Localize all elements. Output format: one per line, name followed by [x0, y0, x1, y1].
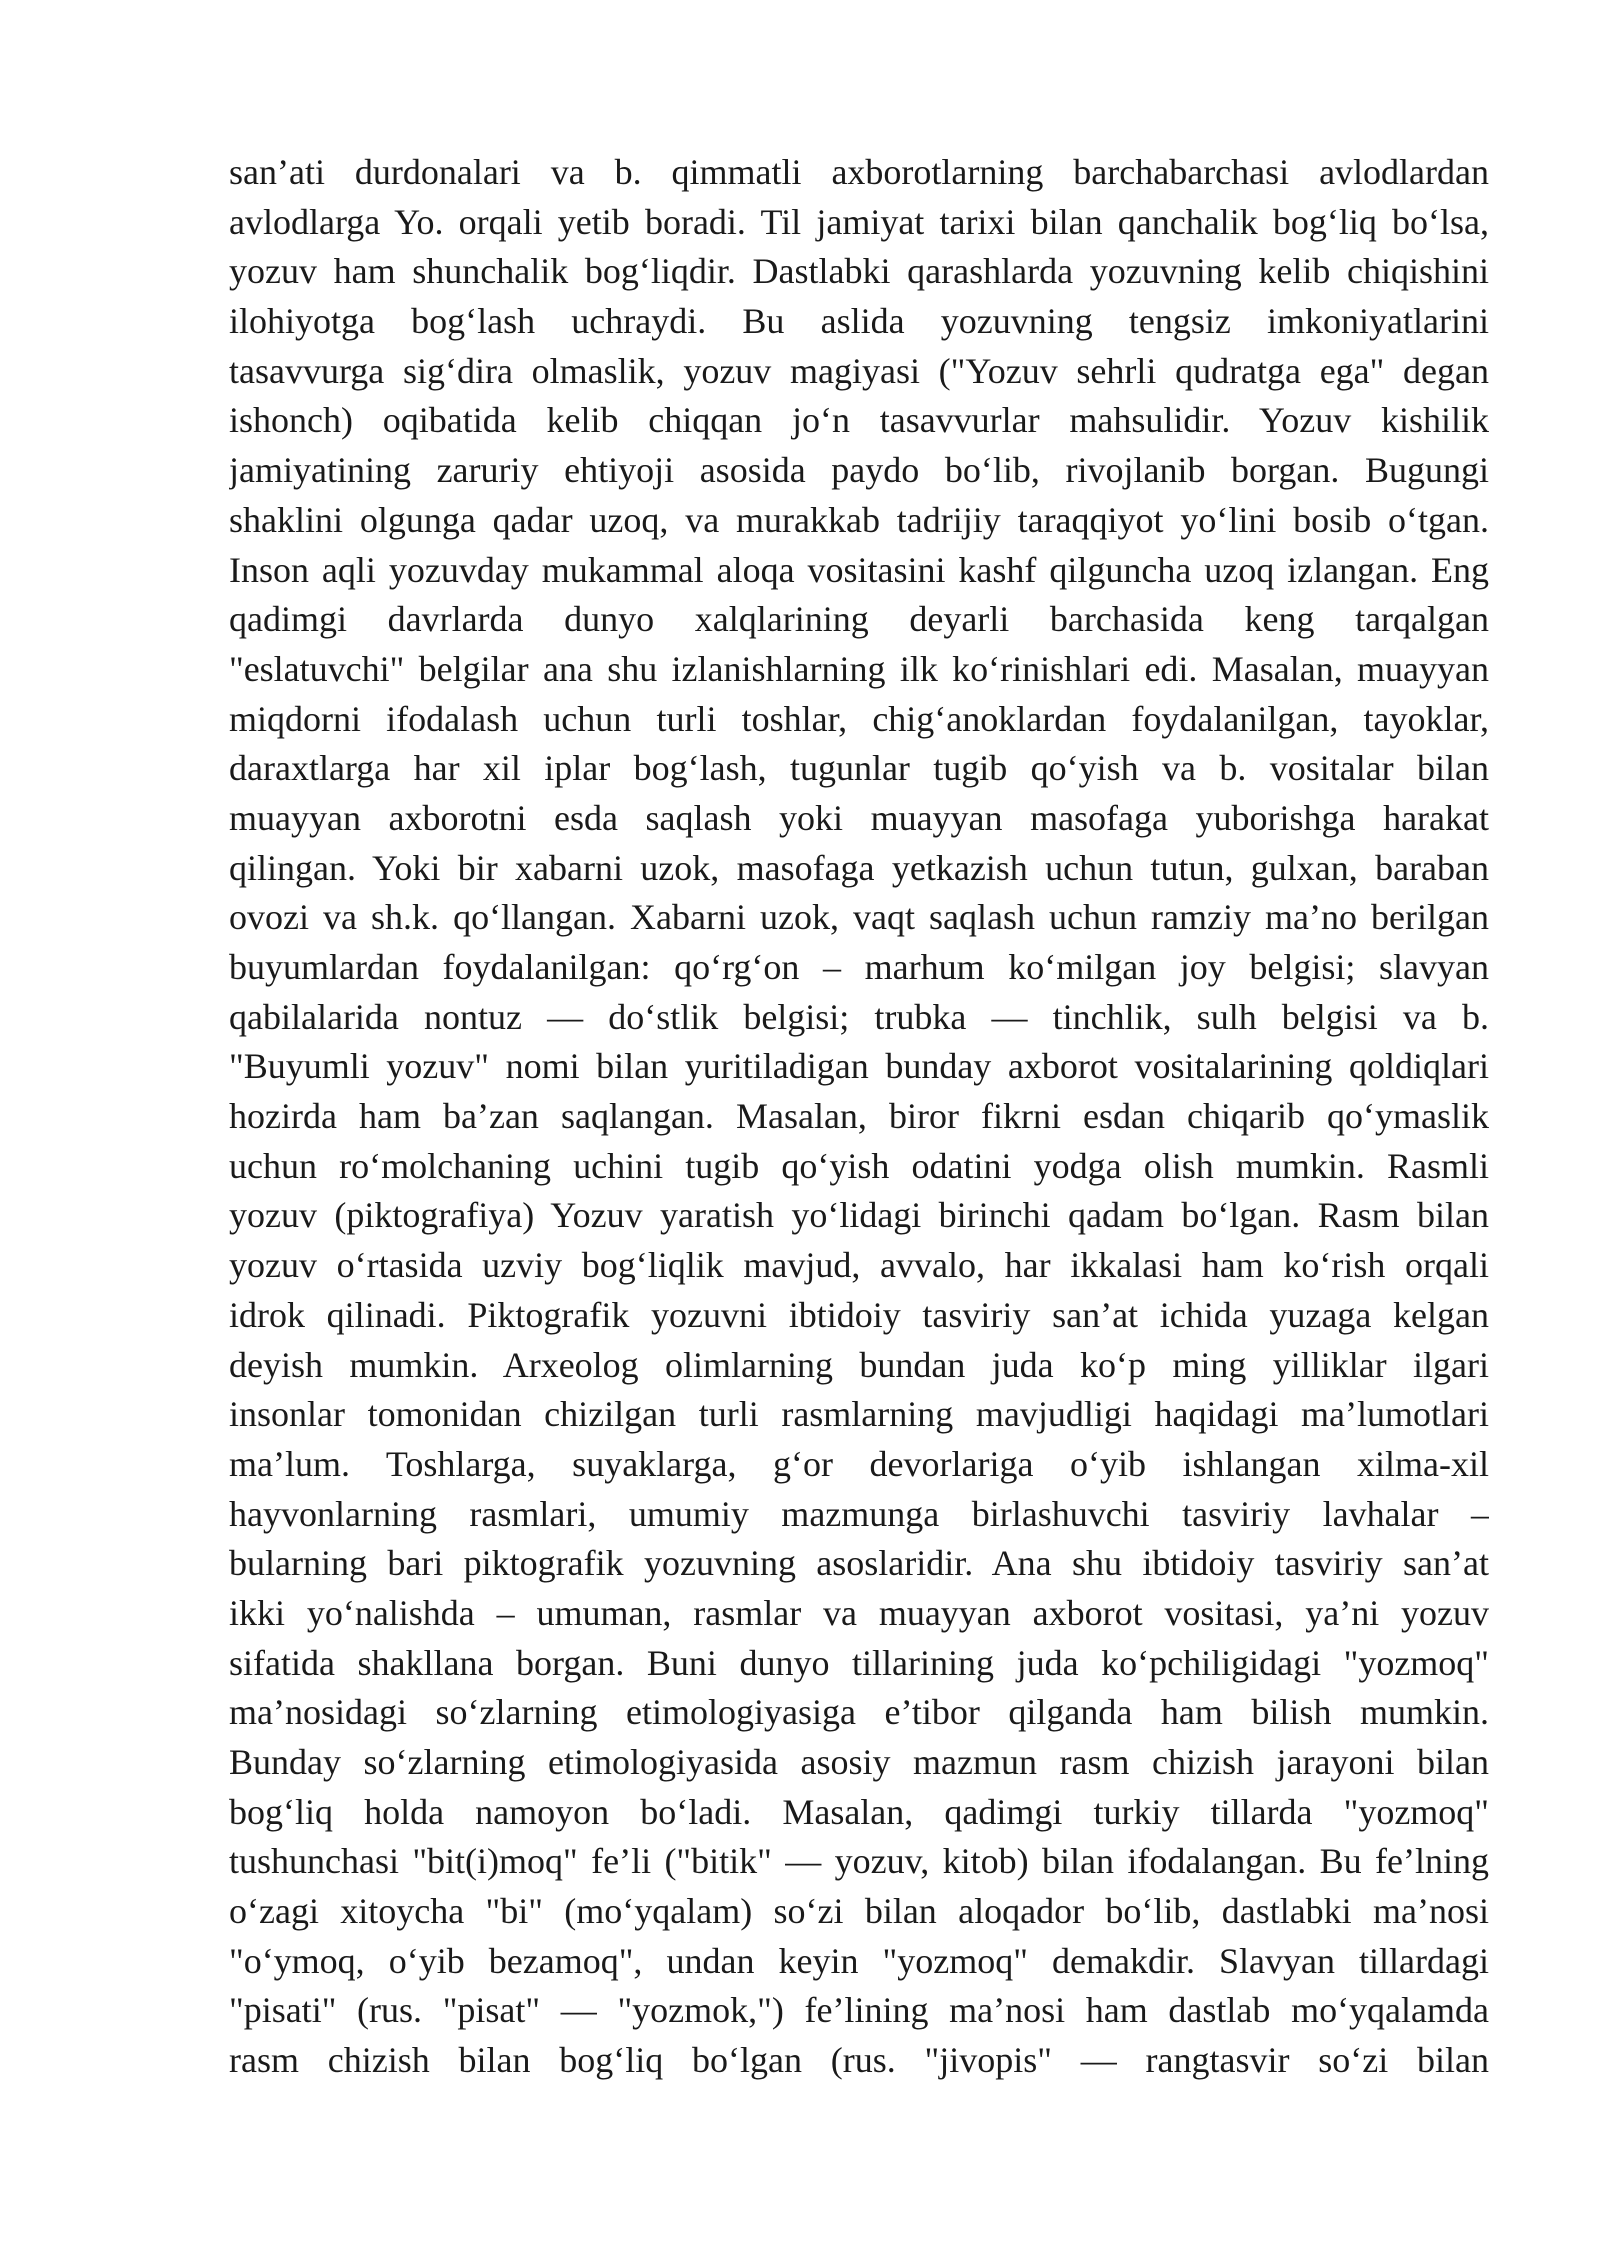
- text-line: hayvonlarning rasmlari, umumiy mazmunga birlashuvchi tasviriy lavhalar –: [229, 1493, 1489, 1534]
- text-line: qabilalarida nontuz — do‘stlik belgisi; trubka — tinchlik, sulh belgisi va b.: [229, 996, 1489, 1037]
- text-line: ilohiyotga bog‘lash uchraydi. Bu aslida yozuvning tengsiz imkoniyatlarini: [229, 301, 1489, 342]
- text-line: "eslatuvchi" belgilar ana shu izlanishlarning ilk ko‘rinishlari edi. Masalan, muayyan: [229, 648, 1489, 689]
- text-line: ma’lum. Toshlarga, suyaklarga, g‘or devorlariga o‘yib ishlangan xilma-xil: [229, 1443, 1489, 1484]
- text-line: jamiyatining zaruriy ehtiyoji asosida paydo bo‘lib, rivojlanib borgan. Bugungi: [229, 450, 1489, 491]
- text-line: uchun ro‘molchaning uchini tugib qo‘yish odatini yodga olish mumkin. Rasmli: [229, 1145, 1489, 1186]
- text-line: Bunday so‘zlarning etimologiyasida asosiy mazmun rasm chizish jarayoni bilan: [229, 1742, 1489, 1782]
- text-line: bog‘liq holda namoyon bo‘ladi. Masalan, qadimgi turkiy tillarda "yozmoq": [229, 1791, 1489, 1832]
- text-line: daraxtlarga har xil iplar bog‘lash, tugunlar tugib qo‘yish va b. vositalar bilan: [229, 748, 1489, 789]
- text-line: idrok qilinadi. Piktografik yozuvni ibtidoiy tasviriy san’at ichida yuzaga kelgan: [229, 1294, 1489, 1335]
- text-line: ovozi va sh.k. qo‘llangan. Xabarni uzok, vaqt saqlash uchun ramziy ma’no berilgan: [229, 897, 1489, 938]
- text-line: ishonch) oqibatida kelib chiqqan jo‘n tasavvurlar mahsulidir. Yozuv kishilik: [229, 400, 1489, 441]
- text-line: insonlar tomonidan chizilgan turli rasmlarning mavjudligi haqidagi ma’lumotlari: [229, 1394, 1489, 1435]
- text-line: Inson aqli yozuvday mukammal aloqa vositasini kashf qilguncha uzoq izlangan. Eng: [229, 549, 1489, 590]
- text-line: yozuv ham shunchalik bog‘liqdir. Dastlabki qarashlarda yozuvning kelib chiqishini: [229, 251, 1489, 292]
- text-line: ma’nosidagi so‘zlarning etimologiyasiga e’tibor qilganda ham bilish mumkin.: [229, 1692, 1489, 1733]
- text-line: tasavvurga sig‘dira olmaslik, yozuv magiyasi ("Yozuv sehrli qudratga ega" degan: [229, 350, 1489, 391]
- text-line: muayyan axborotni esda saqlash yoki muayyan masofaga yuborishga harakat: [229, 797, 1489, 838]
- text-line: qadimgi davrlarda dunyo xalqlarining deyarli barchasida keng tarqalgan: [229, 599, 1489, 640]
- text-line: o‘zagi xitoycha "bi" (mo‘yqalam) so‘zi bilan aloqador bo‘lib, dastlabki ma’nosi: [229, 1891, 1489, 1932]
- text-line: ikki yo‘nalishda – umuman, rasmlar va muayyan axborot vositasi, ya’ni yozuv: [229, 1592, 1489, 1633]
- document-page: [229, 148, 1489, 2086]
- text-line: yozuv o‘rtasida uzviy bog‘liqlik mavjud, avvalo, har ikkalasi ham ko‘rish orqali: [229, 1245, 1489, 1286]
- text-line: buyumlardan foydalanilgan: qo‘rg‘on – marhum ko‘milgan joy belgisi; slavyan: [229, 947, 1489, 987]
- text-line: avlodlarga Yo. orqali yetib boradi. Til jamiyat tarixi bilan qanchalik bog‘liq bo‘lsa,: [229, 201, 1489, 242]
- text-line: rasm chizish bilan bog‘liq bo‘lgan (rus. "jivopis" — rangtasvir so‘zi bilan: [229, 2040, 1489, 2081]
- text-line: tushunchasi "bit(i)moq" fe’li ("bitik" — yozuv, kitob) bilan ifodalangan. Bu fe’lning: [229, 1841, 1489, 1882]
- text-line: "Buyumli yozuv" nomi bilan yuritiladigan bunday axborot vositalarining qoldiqlari: [229, 1046, 1489, 1087]
- text-line: qilingan. Yoki bir xabarni uzok, masofaga yetkazish uchun tutun, gulxan, baraban: [229, 847, 1489, 888]
- text-line: shaklini olgunga qadar uzoq, va murakkab tadrijiy taraqqiyot yo‘lini bosib o‘tgan.: [229, 499, 1489, 540]
- text-line: "pisati" (rus. "pisat" — "yozmok,") fe’lining ma’nosi ham dastlab mo‘yqalamda: [229, 1990, 1489, 2031]
- text-line: "o‘ymoq, o‘yib bezamoq", undan keyin "yozmoq" demakdir. Slavyan tillardagi: [229, 1940, 1489, 1981]
- text-line: yozuv (piktografiya) Yozuv yaratish yo‘lidagi birinchi qadam bo‘lgan. Rasm bilan: [229, 1195, 1489, 1236]
- text-line: deyish mumkin. Arxeolog olimlarning bundan juda ko‘p ming yilliklar ilgari: [229, 1344, 1489, 1385]
- text-line: sifatida shakllana borgan. Buni dunyo tillarining juda ko‘pchiligidagi "yozmoq": [229, 1642, 1489, 1683]
- text-line: bularning bari piktografik yozuvning asoslaridir. Ana shu ibtidoiy tasviriy san’at: [229, 1543, 1489, 1584]
- text-line: san’ati durdonalari va b. qimmatli axborotlarning barchabarchasi avlodlardan: [229, 152, 1489, 192]
- text-line: miqdorni ifodalash uchun turli toshlar, chig‘anoklardan foydalanilgan, tayoklar,: [229, 698, 1489, 739]
- text-line: hozirda ham ba’zan saqlangan. Masalan, biror fikrni esdan chiqarib qo‘ymaslik: [229, 1096, 1489, 1137]
- body-paragraph: [229, 148, 1489, 2086]
